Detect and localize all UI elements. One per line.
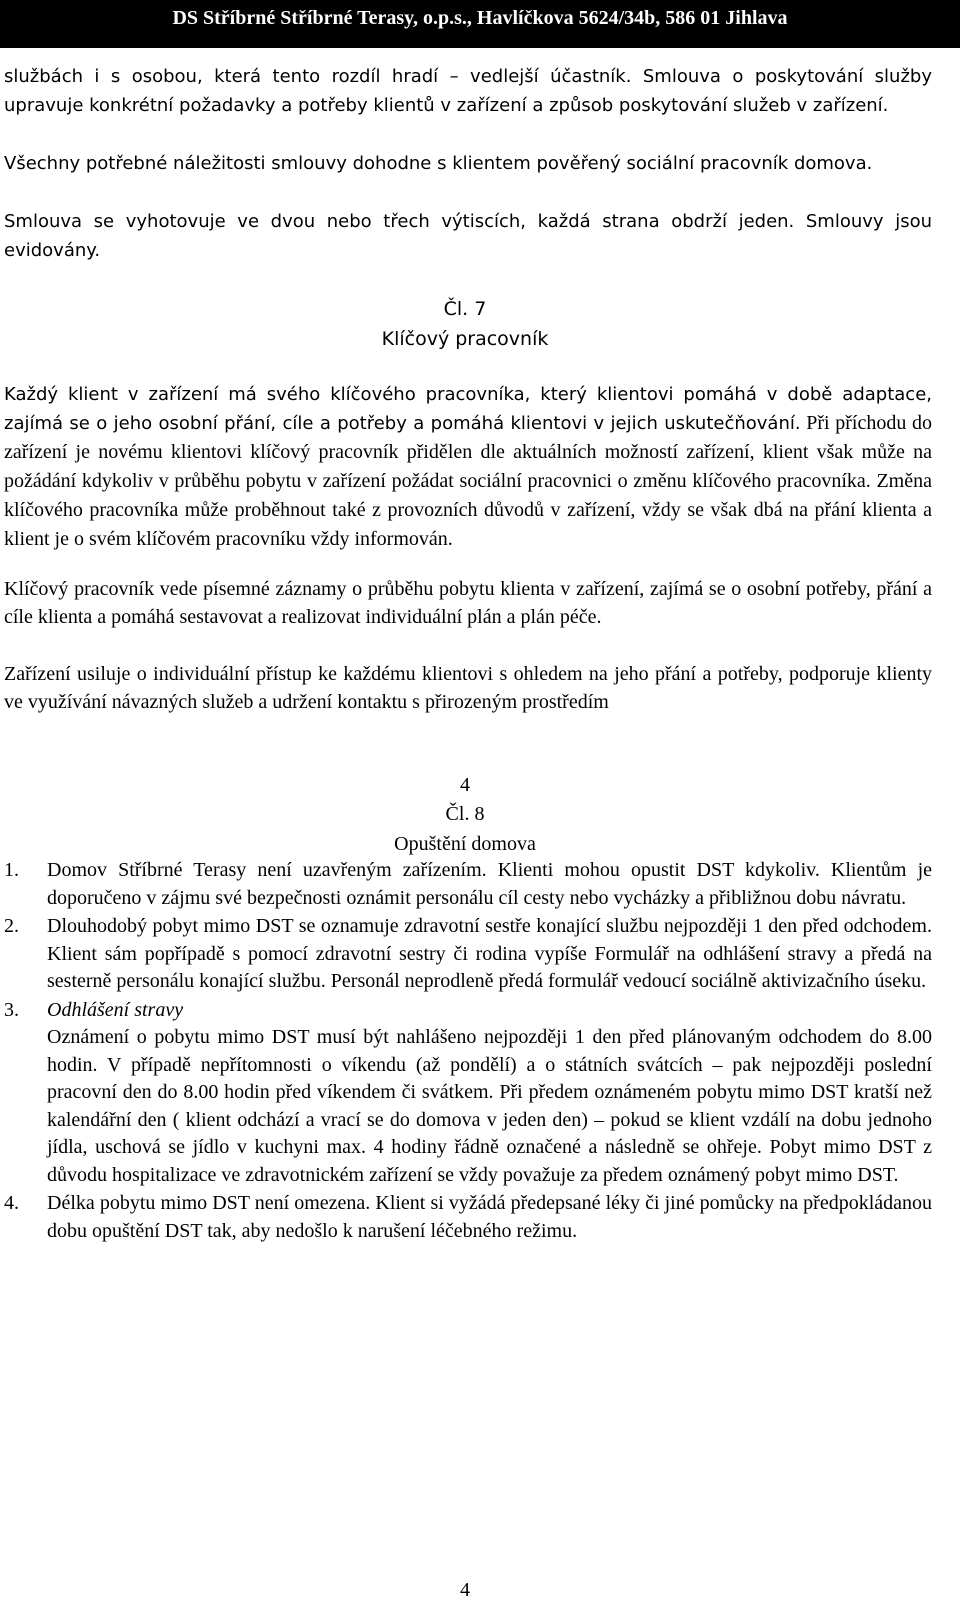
list-item-heading: Odhlášení stravy [47,998,184,1021]
article-7-paragraph-2: Klíčový pracovník vede písemné záznamy o průběhu pobytu klienta v zařízení, zajímá se o osobní potřeby, přání a cíle klienta a pomáhá sestavovat a realizovat individuální plán a plán péče. [4,578,932,628]
article-7-paragraph-1-sans: Každý klient v zařízení má svého klíčového pracovníka, který klientovi pomáhá v době adaptace, zajímá se o jeho osobní přání, cíle a potřeby a pomáhá klientovi v jejich uskutečňování. [4,384,932,434]
article-7-paragraph-3: Zařízení usiluje o individuální přístup ke každému klientovi s ohledem na jeho přání a potřeby, podporuje klienty ve využívání návazných služeb a udržení kontaktu s přirozeným prostředím [4,663,932,713]
list-item-text: Dlouhodobý pobyt mimo DST se oznamuje zdravotní sestře konající službu nejpozději 1 den před odchodem. Klient sám popřípadě s pomocí zdravotní sestry či rodina vypíše Formulář na odhlášení stravy a předá na sesterně personálu konající službu. Personál neprodleně předá formulář vedoucí sociálně aktivizačního úseku. [47,915,932,992]
article-8-title: Opuštění domova [394,833,536,855]
article-7-paragraph-1-serif: Při příchodu do zařízení je novému klientovi klíčový pracovník přidělen dle aktuálních možností zařízení, klient však může na požádání kdykoliv v průběhu pobytu v zařízení požádat sociální pracovnici o změnu klíčového pracovníka. Změna klíčového pracovníka může proběhnout také z provozních důvodů v zařízení, vždy se však dbá na přání klienta a klient je o svém klíčovém pracovníku vždy informován. [4,412,932,550]
intro-paragraph-3: Smlouva se vyhotovuje ve dvou nebo třech výtiscích, každá strana obdrží jeden. Smlouvy jsou evidovány. [4,211,932,261]
list-item-text: Délka pobytu mimo DST není omezena. Klient si vyžádá předepsané léky či jiné pomůcky na předpokládanou dobu opuštění DST tak, aby nedošlo k narušení léčebného režimu. [47,1192,932,1242]
document-header [0,0,960,48]
list-item-number: 4. [4,1192,19,1214]
list-item [4,857,932,912]
article-7-title: Klíčový pracovník [381,328,549,350]
article-7-number: Čl. 7 [443,298,487,320]
list-item [4,997,932,1190]
intro-paragraph-1: službách i s osobou, která tento rozdíl hradí – vedlejší účastník. Smlouva o poskytování služby upravuje konkrétní požadavky a potřeby klientů v zařízení a způsob poskytování služeb v zařízení. [4,66,932,116]
article-7-paragraph-1 [4,381,932,554]
list-item-number: 3. [4,998,19,1021]
list-item-text: Oznámení o pobytu mimo DST musí být nahlášeno nejpozději 1 den před plánovaným odchodem do 8.00 hodin. V případě nepřítomnosti o víkendu (až pondělí) a o státních svátcích – pak nejpozději poslední pracovní den do 8.00 hodin před víkendem či svátkem. Při předem oznámeném pobytu mimo DST kratší než kalendářní den ( klient odchází a vrací se do domova v jeden den) – pokud se klient vzdálí na dobu jednoho jídla, uschová se jídlo v kuchyni max. 4 hodiny řádně označené a následně se ohřeje. Pobyt mimo DST z důvodu hospitalizace ve zdravotnickém zařízení se vždy považuje za předem oznámený pobyt mimo DST. [47,1026,932,1186]
list-item [4,913,932,996]
header-title: DS Stříbrné Stříbrné Terasy, o.p.s., Havlíčkova 5624/34b, 586 01 Jihlava [172,7,788,29]
intro-paragraph-2: Všechny potřebné náležitosti smlouvy dohodne s klientem pověřený sociální pracovník domova. [4,153,873,174]
list-item-text: Domov Stříbrné Terasy není uzavřeným zařízením. Klienti mohou opustit DST kdykoliv. Klientům je doporučeno v zájmu své bezpečnosti oznámit personálu cíl cesty nebo vycházky a přibližnou dobu návratu. [47,859,932,909]
article-8-number: Čl. 8 [445,803,485,825]
list-item [4,1190,932,1245]
list-item-number: 1. [4,859,19,881]
page-marker: 4 [460,774,470,796]
page-number: 4 [460,1579,470,1601]
article-8-list [4,857,932,1246]
list-item-body [47,997,932,1190]
list-item-number: 2. [4,915,19,937]
